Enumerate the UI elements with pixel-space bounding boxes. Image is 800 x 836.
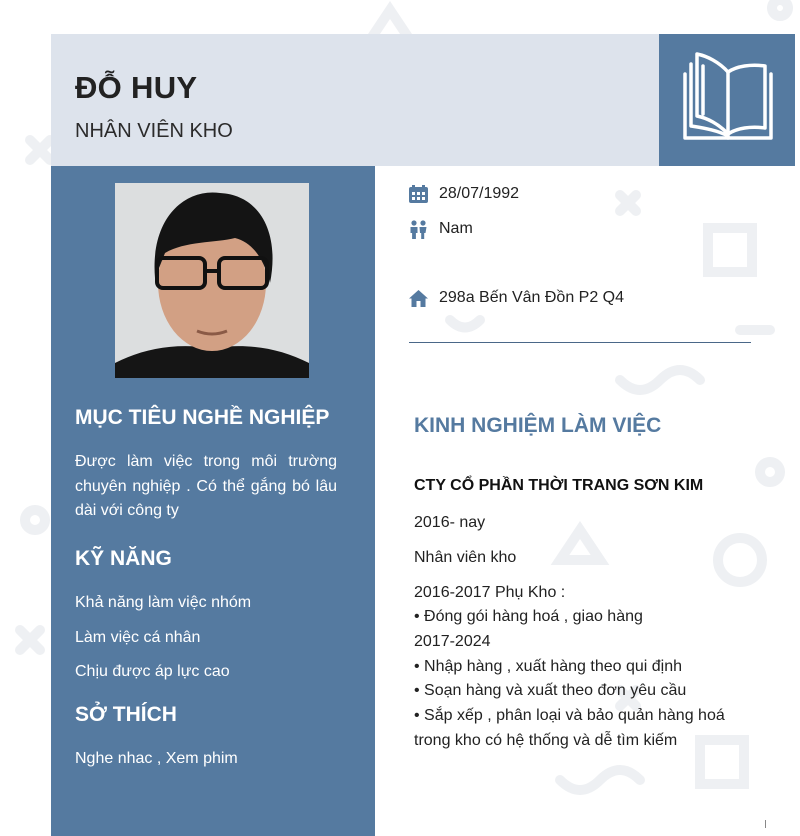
sidebar xyxy=(51,166,375,836)
job-title: NHÂN VIÊN KHO xyxy=(75,120,233,142)
section-divider xyxy=(409,342,751,343)
book-badge xyxy=(659,34,795,166)
gender-row xyxy=(409,219,473,239)
experience-line: • Đóng gói hàng hoá , giao hàng xyxy=(414,608,643,625)
skill-item: Khả năng làm việc nhóm xyxy=(75,594,252,611)
experience-line: • Nhập hàng , xuất hàng theo qui định xyxy=(414,658,683,675)
address-row xyxy=(409,288,624,308)
birthday-row xyxy=(409,184,519,204)
home-icon xyxy=(409,288,431,308)
skill-item: Làm việc cá nhân xyxy=(75,629,201,646)
skills-heading: KỸ NĂNG xyxy=(75,547,172,570)
open-book-icon xyxy=(681,52,775,144)
people-icon xyxy=(409,219,431,239)
candidate-name: ĐỖ HUY xyxy=(75,70,198,105)
experience-line: • Soạn hàng và xuất theo đơn yêu cầu xyxy=(414,682,687,699)
experience-line: • Sắp xếp , phân loại và bảo quản hàng hoá xyxy=(414,707,725,724)
gender-value: Nam xyxy=(439,220,473,237)
header xyxy=(51,34,659,166)
work-period: 2016- nay xyxy=(414,514,486,531)
hobbies-text: Nghe nhac , Xem phim xyxy=(75,750,238,767)
company-name: CTY CỔ PHẦN THỜI TRANG SƠN KIM xyxy=(414,477,704,494)
objective-text: Được làm việc trong môi trường chuyên nghiệp . Có thể gắng bó lâu dài với công ty xyxy=(75,453,337,519)
page-marker xyxy=(765,820,766,828)
profile-photo xyxy=(115,183,309,378)
birthday-value: 28/07/1992 xyxy=(439,185,520,202)
work-position: Nhân viên kho xyxy=(414,549,517,566)
experience-heading: KINH NGHIỆM LÀM VIỆC xyxy=(414,414,662,437)
hobbies-heading: SỞ THÍCH xyxy=(75,703,177,726)
address-value: 298a Bến Vân Đồn P2 Q4 xyxy=(439,289,625,306)
objective-heading: MỤC TIÊU NGHỀ NGHIỆP xyxy=(75,406,330,429)
experience-line: 2017-2024 xyxy=(414,633,491,650)
calendar-icon xyxy=(409,184,431,204)
experience-line: trong kho có hệ thống và dễ tìm kiếm xyxy=(414,732,678,749)
main-content xyxy=(375,166,800,836)
experience-line: 2016-2017 Phụ Kho : xyxy=(414,584,566,601)
skill-item: Chịu được áp lực cao xyxy=(75,663,230,680)
